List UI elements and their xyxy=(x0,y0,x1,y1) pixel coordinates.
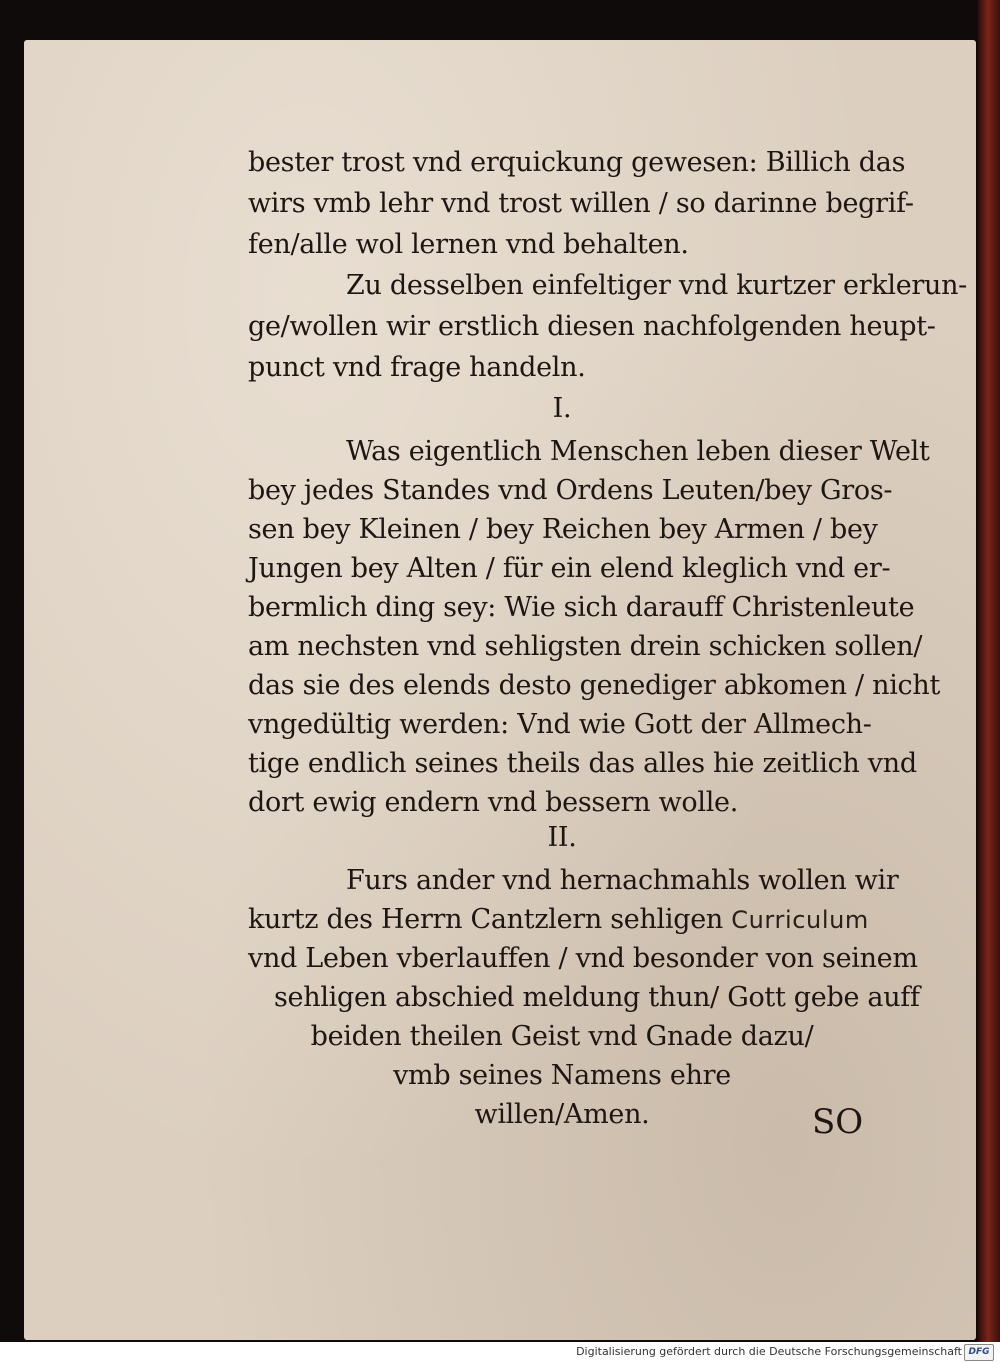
text-line: sehligen abschied meldung thun/ Gott gebe auff xyxy=(274,982,920,1013)
text-line: tige endlich seines theils das alles hie zeitlich vnd xyxy=(248,748,917,779)
text-line: vnd Leben vberlauffen / vnd besonder von seinem xyxy=(248,943,918,974)
section-numeral-2: II. xyxy=(547,822,577,853)
text-line: fen/alle wol lernen vnd behalten. xyxy=(248,229,689,260)
footer-bar xyxy=(0,1342,1000,1363)
text-line: Was eigentlich Menschen leben dieser Welt xyxy=(346,436,930,467)
text-line: wirs vmb lehr vnd trost willen / so darinne begrif- xyxy=(248,188,914,219)
text-line: bermlich ding sey: Wie sich darauff Christenleute xyxy=(248,592,915,623)
catchword: SO xyxy=(812,1102,864,1142)
text-line: bey jedes Standes vnd Ordens Leuten/bey Gros- xyxy=(248,475,893,506)
text-line: dort ewig endern vnd bessern wolle. xyxy=(248,787,739,818)
text-line: bester trost vnd erquickung gewesen: Billich das xyxy=(248,147,906,178)
text-line: ge/wollen wir erstlich diesen nachfolgenden heupt- xyxy=(248,311,936,342)
text-line: vngedültig werden: Vnd wie Gott der Allmech- xyxy=(248,709,872,740)
text-line: sen bey Kleinen / bey Reichen bey Armen / bey xyxy=(248,514,878,545)
text-line: beiden theilen Geist vnd Gnade dazu/ xyxy=(310,1021,814,1052)
text-line: das sie des elends desto genediger abkomen / nicht xyxy=(248,670,940,701)
text-line: Furs ander vnd hernachmahls wollen wir xyxy=(346,865,899,896)
text-line: willen/Amen. xyxy=(474,1099,650,1130)
text-line: punct vnd frage handeln. xyxy=(248,352,586,383)
section-numeral-1: I. xyxy=(552,393,572,424)
text-line: Jungen bey Alten / für ein elend kleglich vnd er- xyxy=(248,553,891,584)
text-run: kurtz des Herrn Cantzlern sehligen xyxy=(248,904,732,935)
dfg-logo: DFG xyxy=(964,1344,994,1361)
text-line: Zu desselben einfeltiger vnd kurtzer erklerun- xyxy=(346,270,967,301)
footer-credit: Digitalisierung gefördert durch die Deutsche Forschungsgemeinschaft xyxy=(576,1345,962,1358)
latin-word: Curriculum xyxy=(731,906,869,934)
text-line: vmb seines Namens ehre xyxy=(393,1060,731,1091)
text-line: am nechsten vnd sehligsten drein schicken sollen/ xyxy=(248,631,923,662)
text-line xyxy=(248,900,869,940)
book-spine xyxy=(978,0,1000,1342)
